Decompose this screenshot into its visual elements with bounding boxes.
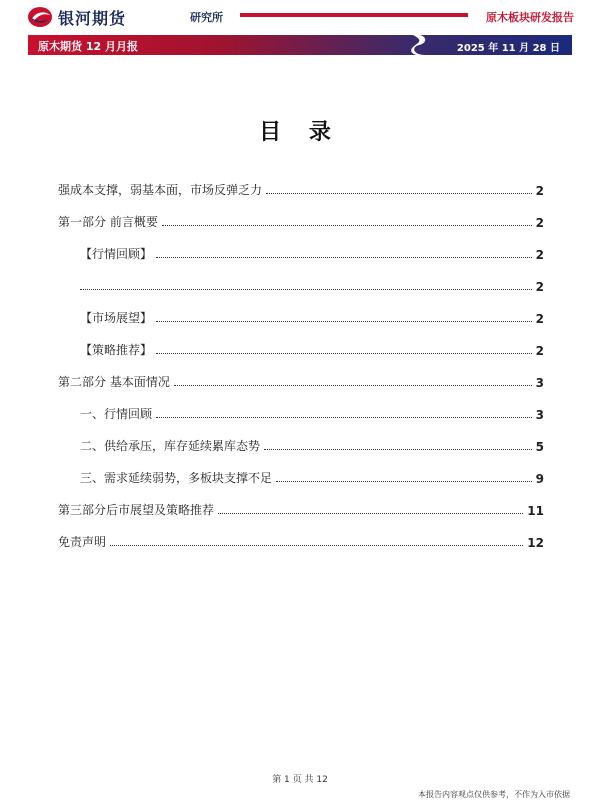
toc-leader-dots — [276, 481, 532, 482]
report-date: 2025 年 11 月 28 日 — [456, 43, 560, 54]
toc-entry[interactable] — [58, 178, 544, 198]
toc-entry-page: 2 — [535, 184, 544, 198]
toc-entry-page: 3 — [535, 376, 544, 390]
toc-entry[interactable] — [80, 466, 544, 486]
toc-entry-label: 第二部分 基本面情况 — [58, 375, 170, 389]
toc-entry-label: 一、行情回顾 — [80, 407, 153, 421]
toc-entry-page: 5 — [535, 440, 544, 454]
toc-entry-page: 2 — [535, 248, 544, 262]
toc-leader-dots — [162, 225, 532, 226]
toc-entry[interactable] — [80, 274, 544, 294]
toc-entry-label: 二、供给承压，库存延续累库态势 — [80, 439, 261, 453]
page-number: 第 1 页 共 12 — [272, 775, 328, 785]
toc-entry[interactable] — [58, 530, 544, 550]
toc-entry[interactable] — [58, 498, 544, 518]
galaxy-logo-icon — [26, 5, 54, 29]
toc-entry-page: 3 — [535, 408, 544, 422]
toc-leader-dots — [264, 449, 532, 450]
toc-entry[interactable] — [80, 306, 544, 326]
toc-entry-page: 12 — [527, 536, 544, 550]
toc-entry[interactable] — [80, 402, 544, 422]
department-label: 研究所 — [190, 11, 223, 24]
toc-leader-dots — [80, 289, 532, 290]
toc-entry-label: 强成本支撑，弱基本面，市场反弹乏力 — [58, 183, 263, 197]
toc-leader-dots — [174, 385, 532, 386]
swoosh-icon — [405, 31, 433, 59]
toc-entry-page: 2 — [535, 216, 544, 230]
toc-entry-page: 2 — [535, 344, 544, 358]
report-name: 原木期货 12 月月报 — [38, 40, 138, 53]
toc-leader-dots — [156, 257, 532, 258]
toc-leader-dots — [156, 353, 532, 354]
toc-entry-label: 第一部分 前言概要 — [58, 215, 158, 229]
toc-entry-label: 三、需求延续弱势，多板块支撑不足 — [80, 471, 273, 485]
toc-leader-dots — [156, 417, 532, 418]
toc-entry[interactable] — [80, 242, 544, 262]
toc-leader-dots — [156, 321, 532, 322]
header-divider — [240, 13, 468, 17]
toc-entry-label: 第三部分后市展望及策略推荐 — [58, 503, 215, 517]
toc-entry-page: 2 — [535, 312, 544, 326]
toc-entry[interactable] — [80, 434, 544, 454]
toc-entry-page: 9 — [535, 472, 544, 486]
footer-disclaimer: 本报告内容观点仅供参考，不作为入市依据 — [418, 790, 570, 799]
company-name: 银河期货 — [58, 8, 127, 28]
toc-title: 目 录 — [259, 120, 341, 145]
toc-entry[interactable] — [80, 338, 544, 358]
toc-entry[interactable] — [58, 370, 544, 390]
toc-leader-dots — [110, 545, 523, 546]
toc-leader-dots — [218, 513, 523, 514]
toc-entry-label: 免责声明 — [58, 535, 107, 549]
toc-entry[interactable] — [58, 210, 544, 230]
toc-entry-label: 【市场展望】 — [80, 311, 153, 325]
toc-entry-page: 2 — [535, 280, 544, 294]
toc-entry-page: 11 — [527, 504, 544, 518]
company-logo — [26, 5, 126, 29]
toc-entry-label: 【行情回顾】 — [80, 247, 153, 261]
toc-leader-dots — [266, 193, 532, 194]
report-type-label: 原木板块研发报告 — [486, 11, 574, 24]
toc-entry-label: 【策略推荐】 — [80, 343, 153, 357]
